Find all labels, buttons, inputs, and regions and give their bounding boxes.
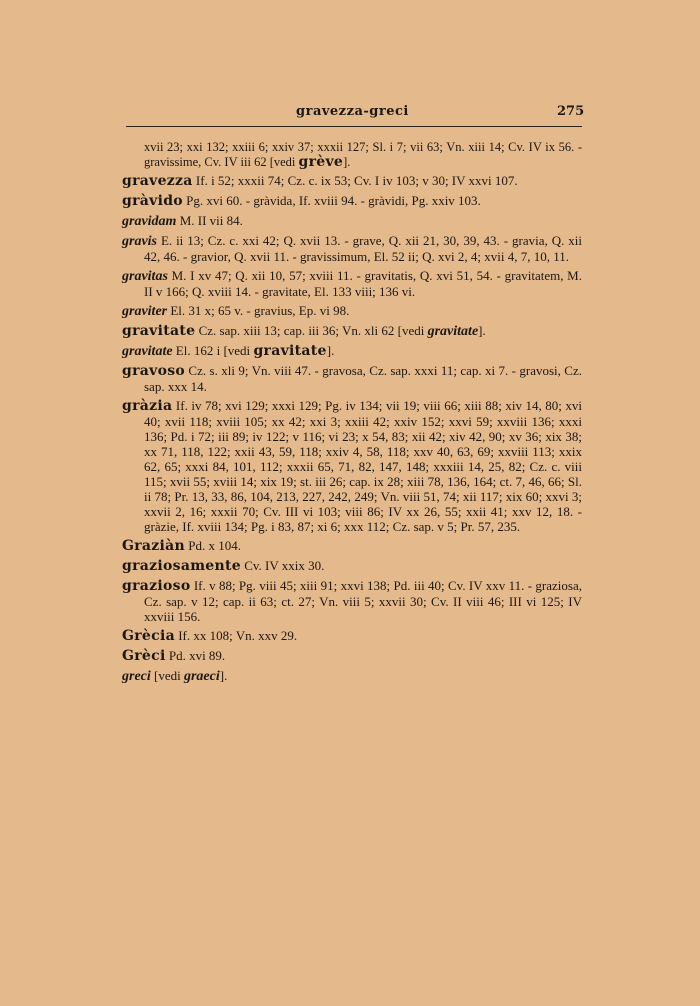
entry-text: If. xx 108; Vn. xxv 29. xyxy=(174,628,298,643)
headword: Grècia xyxy=(122,628,175,644)
headword: gravis xyxy=(122,234,157,249)
entry-text: El. 31 x; 65 v. - gravius, Ep. vi 98. xyxy=(167,303,350,318)
entry-gravidam xyxy=(122,213,582,229)
entry-text: El. 162 i [vedi xyxy=(172,343,254,358)
entry-gravido xyxy=(122,193,582,209)
entry-text: Cz. s. xli 9; Vn. viii 47. - gravosa, Cz. sap. xxxi 11; cap. xi 7. - gravosi, Cz. sap. xxx 14. xyxy=(144,363,582,394)
entry-text: [vedi xyxy=(150,668,184,683)
headword: gràvido xyxy=(122,193,183,209)
entry-grazia xyxy=(122,398,582,534)
headword: grazioso xyxy=(122,578,191,594)
headword: gravidam xyxy=(122,214,177,229)
cross-ref-headword: gravitate xyxy=(253,343,327,359)
headword: gravoso xyxy=(122,363,186,379)
cross-ref-headword: gravitate xyxy=(427,324,479,339)
entry-gravis xyxy=(122,233,582,264)
header-rule xyxy=(126,126,582,127)
entry-gravezza xyxy=(122,173,582,189)
headword: gravitate xyxy=(122,323,196,339)
headword: gravezza xyxy=(122,173,193,189)
entry-text: E. ii 13; Cz. c. xxi 42; Q. xvii 13. - grave, Q. xii 21, 30, 39, 43. - gravia, Q. xii 42, 46. - gravior, Q. xvii 11. - gravissimum, El. 52 ii; Q. xvi 2, 4; xvii 4, 7, 10, 11. xyxy=(144,233,582,264)
entry-graviter xyxy=(122,303,582,319)
entry-text-end: ]. xyxy=(343,155,351,169)
headword: gravitas xyxy=(122,269,168,284)
entry-gravitate-italic xyxy=(122,343,582,359)
entry-text-end: ]. xyxy=(326,343,335,358)
headword: graziosamente xyxy=(122,558,241,574)
entry-text: M. II vii 84. xyxy=(176,213,243,228)
headword: gràzia xyxy=(122,398,173,414)
entry-greci-italic xyxy=(122,668,582,684)
entry-text: Cz. sap. xiii 13; cap. iii 36; Vn. xli 62 [vedi xyxy=(195,323,428,338)
entry-text: Pg. xvi 60. - gràvida, If. xviii 94. - gràvidi, Pg. xxiv 103. xyxy=(182,193,481,208)
headword: gravitate xyxy=(122,344,173,359)
headword: greci xyxy=(122,669,151,684)
entry-gravoso xyxy=(122,363,582,394)
entry-text: Cv. IV xxix 30. xyxy=(240,558,325,573)
entry-graziosamente xyxy=(122,558,582,574)
entry-text-end: ]. xyxy=(219,668,228,683)
entry-text-end: ]. xyxy=(478,323,486,338)
entry-text: Pd. x 104. xyxy=(185,538,242,553)
entry-grecia xyxy=(122,628,582,644)
headword: Graziàn xyxy=(122,538,186,554)
running-header-title: gravezza-greci xyxy=(296,104,409,119)
cross-ref-headword: graeci xyxy=(183,669,220,684)
page-number: 275 xyxy=(557,104,585,119)
entry-text: If. i 52; xxxii 74; Cz. c. ix 53; Cv. I iv 103; v 30; IV xxvi 107. xyxy=(192,173,518,188)
headword: Grèci xyxy=(122,648,166,664)
entry-text: If. v 88; Pg. viii 45; xiii 91; xxvi 138; Pd. iii 40; Cv. IV xxv 11. - graziosa, Cz. sap. v 12; cap. ii 63; ct. 27; Vn. viii 5; xxvii 30; Cv. II viii 46; III vi 125; IV xxviii 156. xyxy=(144,578,582,624)
entry-greci-bold xyxy=(122,648,582,664)
cross-ref-headword: grève xyxy=(298,154,344,170)
entry-text: xvii 23; xxi 132; xxiii 6; xxiv 37; xxxii 127; Sl. i 7; vii 63; Vn. xiii 14; Cv. IV ix 56. - gravissime, Cv. IV iii 62 [vedi xyxy=(144,140,582,169)
entry-text: M. I xv 47; Q. xii 10, 57; xviii 11. - gravitatis, Q. xvi 51, 54. - gravitatem, M. II v 166; Q. xviii 14. - gravitate, El. 133 viii; 136 vi. xyxy=(144,268,582,299)
entry-text: Pd. xvi 89. xyxy=(165,648,226,663)
entry-text: If. iv 78; xvi 129; xxxi 129; Pg. iv 134; vii 19; viii 66; xiii 88; xiv 14, 80; xvi 40; xvii 118; xviii 105; xx 42; xxi 3; xxiii 42; xxiv 152; xxvi 59; xxviii 136; xxxi 136; Pd. i 72; iii 89; iv 122; v 116; vi 23; x 54, 83; xii 42; xiv 42, 90; xv 36; xix 38; xx 71, 118, 122; xxii 43, 59, 118; xxiv 4, 58, 118; xxv 40, 63, 69; xxviii 113; xxix 62, 65; xxxi 84, 101, 112; xxxii 65, 71, 82, 147, 148; xxxiii 14, 25, 82; Cz. c. viii 115; xvii 55; xviii 14; xix 19; st. iii 26; cap. ix 28; xiii 78, 136, 164; ct. 7, 46, 66; Sl. ii 78; Pr. 13, 33, 86, 104, 213, 227, 242, 249; Vn. viii 51, 74; xii 117; xix 60; xxvi 3; xxvii 2, 16; xxxii 70; Cv. III vi 103; viii 86; IV xx 26, 55; xxii 41; xxv 12, 18. - gràzie, If. xviii 134; Pg. i 83, 87; xi 6; xxx 112; Cz. sap. v 5; Pr. 57, 235. xyxy=(144,398,582,534)
headword: graviter xyxy=(122,304,168,319)
continuation-entry xyxy=(122,140,582,170)
entry-grazian xyxy=(122,538,582,554)
entry-grazioso xyxy=(122,578,582,624)
entry-gravitate-bold xyxy=(122,323,582,339)
entries-column xyxy=(122,140,582,688)
entry-gravitas xyxy=(122,268,582,299)
